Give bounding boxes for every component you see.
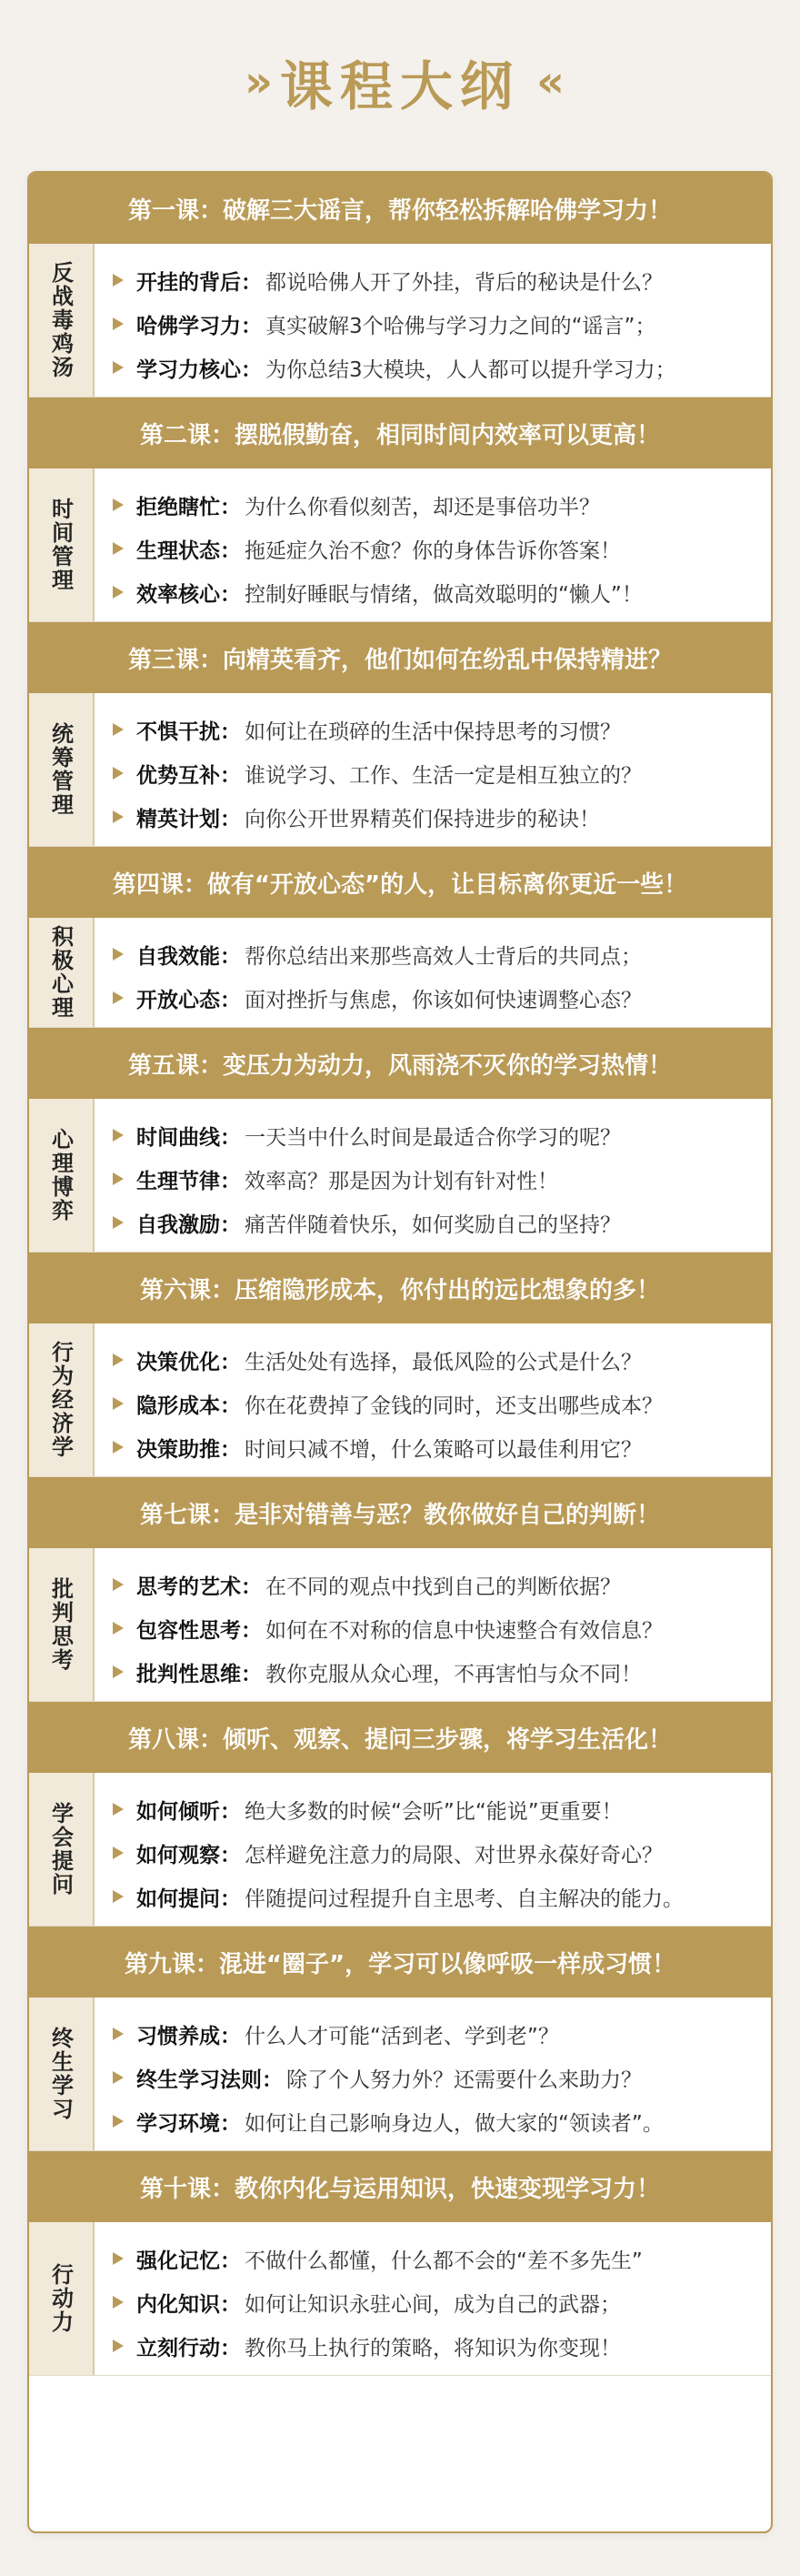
item-description: 为什么你看似刻苦，却还是事倍功半？ [245, 495, 600, 519]
item-description: 向你公开世界精英们保持进步的秘诀！ [245, 807, 600, 831]
item-keyword: 优势互补： [136, 763, 241, 788]
item-description: 为你总结3大模块，人人都可以提升学习力； [265, 357, 676, 382]
lesson-category [29, 1773, 95, 1926]
lesson-category [29, 918, 95, 1027]
item-keyword: 自我效能： [136, 944, 241, 969]
list-item [113, 570, 758, 614]
lesson-body [29, 1997, 771, 2151]
item-keyword: 生理节律： [136, 1169, 241, 1193]
item-description: 如何让自己影响身边人，做大家的“领读者”。 [245, 2111, 664, 2136]
list-item [113, 1201, 758, 1244]
list-item [113, 1425, 758, 1469]
item-description: 控制好睡眠与情绪，做高效聪明的“懒人”！ [245, 582, 643, 607]
item-keyword: 开挂的背后： [136, 270, 262, 295]
item-description: 如何在不对称的信息中快速整合有效信息？ [265, 1618, 663, 1643]
item-description: 面对挫折与焦虑，你该如何快速调整心态？ [245, 988, 642, 1012]
list-item [113, 708, 758, 751]
item-description: 真实破解3个哈佛与学习力之间的“谣言”； [265, 314, 656, 338]
item-description: 不做什么都懂，什么都不会的“差不多先生” [245, 2249, 643, 2273]
item-description: 在不同的观点中找到自己的判断依据？ [265, 1575, 621, 1599]
list-item [113, 1113, 758, 1157]
item-keyword: 立刻行动： [136, 2336, 241, 2360]
item-description: 什么人才可能“活到老、学到老”？ [245, 2024, 559, 2048]
lesson-category-label: 终生学习 [47, 2027, 74, 2121]
list-item [113, 346, 758, 389]
lesson-title: 第五课：变压力为动力，风雨浇不灭你的学习热情！ [29, 1028, 771, 1099]
triangle-bullet-icon [113, 948, 124, 961]
list-item [113, 483, 758, 527]
triangle-bullet-icon [113, 723, 124, 736]
list-item [113, 258, 758, 302]
triangle-bullet-icon [113, 1665, 124, 1678]
lesson-title: 第四课：做有“开放心态”的人，让目标离你更近一些！ [29, 847, 771, 918]
lesson-body [29, 918, 771, 1028]
triangle-bullet-icon [113, 1129, 124, 1142]
lesson-items [95, 1323, 771, 1476]
list-item [113, 1338, 758, 1382]
item-keyword: 学习环境： [136, 2111, 241, 2136]
lesson-title: 第三课：向精英看齐，他们如何在纷乱中保持精进？ [29, 622, 771, 693]
triangle-bullet-icon [113, 1353, 124, 1366]
lesson-category-label: 行为经济学 [47, 1341, 74, 1459]
item-keyword: 学习力核心： [136, 357, 262, 382]
list-item [113, 795, 758, 839]
lesson-category [29, 244, 95, 397]
item-description: 绝大多数的时候“会听”比“能说”更重要！ [245, 1799, 623, 1824]
item-keyword: 思考的艺术： [136, 1575, 262, 1599]
item-keyword: 如何提问： [136, 1887, 241, 1911]
item-description: 生活处处有选择，最低风险的公式是什么？ [245, 1350, 642, 1374]
lesson-title: 第九课：混进“圈子”，学习可以像呼吸一样成习惯！ [29, 1927, 771, 1997]
item-keyword: 批判性思维： [136, 1662, 262, 1686]
lesson-title: 第一课：破解三大谣言，帮你轻松拆解哈佛学习力！ [29, 173, 771, 244]
item-keyword: 哈佛学习力： [136, 314, 262, 338]
list-item [113, 1875, 758, 1918]
lesson-body [29, 2222, 771, 2376]
lesson-category-label: 统筹管理 [47, 722, 74, 817]
list-item [113, 1650, 758, 1694]
page-title: 课程大纲 [279, 55, 520, 117]
list-item [113, 751, 758, 795]
lesson-items [95, 2222, 771, 2375]
triangle-bullet-icon [113, 2028, 124, 2040]
triangle-bullet-icon [113, 361, 124, 374]
triangle-bullet-icon [113, 810, 124, 823]
lesson-category-label: 反战毒鸡汤 [47, 261, 74, 379]
list-item [113, 1157, 758, 1201]
lesson-title: 第六课：压缩隐形成本，你付出的远比想象的多！ [29, 1253, 771, 1323]
triangle-bullet-icon [113, 1890, 124, 1903]
lesson-category [29, 1997, 95, 2150]
item-keyword: 时间曲线： [136, 1125, 241, 1150]
item-keyword: 效率核心： [136, 582, 241, 607]
lesson-items [95, 918, 771, 1027]
lesson-body [29, 244, 771, 397]
list-item [113, 2237, 758, 2280]
triangle-bullet-icon [113, 2340, 124, 2352]
lesson-items [95, 693, 771, 846]
list-item [113, 2056, 758, 2099]
lesson-body [29, 693, 771, 847]
list-item [113, 527, 758, 570]
triangle-bullet-icon [113, 2071, 124, 2084]
triangle-bullet-icon [113, 274, 124, 287]
item-description: 都说哈佛人开了外挂，背后的秘诀是什么？ [265, 270, 663, 295]
triangle-bullet-icon [113, 1397, 124, 1410]
lesson-items [95, 244, 771, 397]
lesson-category-label: 学会提问 [47, 1802, 74, 1897]
triangle-bullet-icon [113, 767, 124, 780]
triangle-bullet-icon [113, 498, 124, 511]
lesson-category-label: 批判思考 [47, 1577, 74, 1672]
lesson-category-label: 行动力 [47, 2263, 74, 2334]
triangle-bullet-icon [113, 586, 124, 599]
lesson-items [95, 1099, 771, 1252]
triangle-bullet-icon [113, 1578, 124, 1591]
triangle-bullet-icon [113, 317, 124, 330]
item-keyword: 生理状态： [136, 538, 241, 563]
item-keyword: 精英计划： [136, 807, 241, 831]
list-item [113, 2324, 758, 2368]
triangle-bullet-icon [113, 2115, 124, 2128]
syllabus-card [27, 171, 773, 2533]
lesson-category-label: 时间管理 [47, 498, 74, 592]
triangle-bullet-icon [113, 991, 124, 1004]
lesson-body [29, 1099, 771, 1253]
item-keyword: 如何倾听： [136, 1799, 241, 1824]
lesson-title: 第八课：倾听、观察、提问三步骤，将学习生活化！ [29, 1702, 771, 1773]
triangle-bullet-icon [113, 1172, 124, 1185]
item-keyword: 强化记忆： [136, 2249, 241, 2273]
item-description: 痛苦伴随着快乐，如何奖励自己的坚持？ [245, 1213, 621, 1237]
list-item [113, 1831, 758, 1875]
item-description: 如何让知识永驻心间，成为自己的武器； [245, 2292, 621, 2317]
list-item [113, 1787, 758, 1831]
lesson-body [29, 468, 771, 622]
lesson-category [29, 1323, 95, 1476]
lesson-body [29, 1323, 771, 1477]
item-keyword: 开放心态： [136, 988, 241, 1012]
triangle-bullet-icon [113, 1441, 124, 1454]
lesson-title: 第七课：是非对错善与恶？教你做好自己的判断！ [29, 1477, 771, 1548]
list-item [113, 1606, 758, 1650]
item-description: 伴随提问过程提升自主思考、自主解决的能力。 [245, 1887, 684, 1911]
lesson-items [95, 1548, 771, 1701]
page-header [0, 45, 800, 118]
lesson-category-label: 心理博弈 [47, 1128, 74, 1223]
item-keyword: 习惯养成： [136, 2024, 241, 2048]
list-item [113, 932, 758, 976]
item-keyword: 内化知识： [136, 2292, 241, 2317]
lesson-category [29, 2222, 95, 2375]
list-item [113, 2012, 758, 2056]
item-description: 除了个人努力外？还需要什么来助力？ [286, 2068, 642, 2092]
item-description: 如何让在琐碎的生活中保持思考的习惯？ [245, 719, 621, 744]
item-keyword: 自我激励： [136, 1213, 241, 1237]
item-description: 你在花费掉了金钱的同时，还支出哪些成本？ [245, 1394, 663, 1418]
item-keyword: 终生学习法则： [136, 2068, 283, 2092]
lesson-category [29, 1099, 95, 1252]
item-keyword: 决策助推： [136, 1437, 241, 1462]
triangle-bullet-icon [113, 542, 124, 555]
triangle-bullet-icon [113, 2296, 124, 2309]
item-keyword: 不惧干扰： [136, 719, 241, 744]
lesson-category [29, 468, 95, 621]
item-description: 帮你总结出来那些高效人士背后的共同点； [245, 944, 642, 969]
item-description: 一天当中什么时间是最适合你学习的呢？ [245, 1125, 621, 1150]
item-description: 谁说学习、工作、生活一定是相互独立的？ [245, 763, 642, 788]
lesson-title: 第十课：教你内化与运用知识，快速变现学习力！ [29, 2151, 771, 2222]
list-item [113, 302, 758, 346]
item-description: 效率高？那是因为计划有针对性！ [245, 1169, 558, 1193]
item-keyword: 包容性思考： [136, 1618, 262, 1643]
double-chevron-left-icon: « [536, 56, 556, 107]
lesson-title: 第二课：摆脱假勤奋，相同时间内效率可以更高！ [29, 397, 771, 468]
item-keyword: 如何观察： [136, 1843, 241, 1867]
lesson-body [29, 1773, 771, 1927]
lesson-category [29, 1548, 95, 1701]
lesson-category-label: 积极心理 [47, 925, 74, 1020]
lesson-category [29, 693, 95, 846]
list-item [113, 1382, 758, 1425]
list-item [113, 2099, 758, 2143]
lesson-items [95, 468, 771, 621]
item-description: 拖延症久治不愈？你的身体告诉你答案！ [245, 538, 621, 563]
list-item [113, 1563, 758, 1606]
double-chevron-right-icon: » [244, 56, 264, 107]
lesson-items [95, 1997, 771, 2150]
lesson-body [29, 1548, 771, 1702]
item-description: 教你克服从众心理，不再害怕与众不同！ [265, 1662, 642, 1686]
item-keyword: 隐形成本： [136, 1394, 241, 1418]
triangle-bullet-icon [113, 1846, 124, 1859]
item-description: 时间只减不增，什么策略可以最佳利用它？ [245, 1437, 642, 1462]
item-keyword: 拒绝瞎忙： [136, 495, 241, 519]
triangle-bullet-icon [113, 1216, 124, 1229]
item-keyword: 决策优化： [136, 1350, 241, 1374]
item-description: 教你马上执行的策略，将知识为你变现！ [245, 2336, 621, 2360]
triangle-bullet-icon [113, 1622, 124, 1635]
triangle-bullet-icon [113, 2252, 124, 2265]
lesson-items [95, 1773, 771, 1926]
list-item [113, 976, 758, 1020]
item-description: 怎样避免注意力的局限、对世界永葆好奇心？ [245, 1843, 663, 1867]
list-item [113, 2280, 758, 2324]
triangle-bullet-icon [113, 1803, 124, 1816]
